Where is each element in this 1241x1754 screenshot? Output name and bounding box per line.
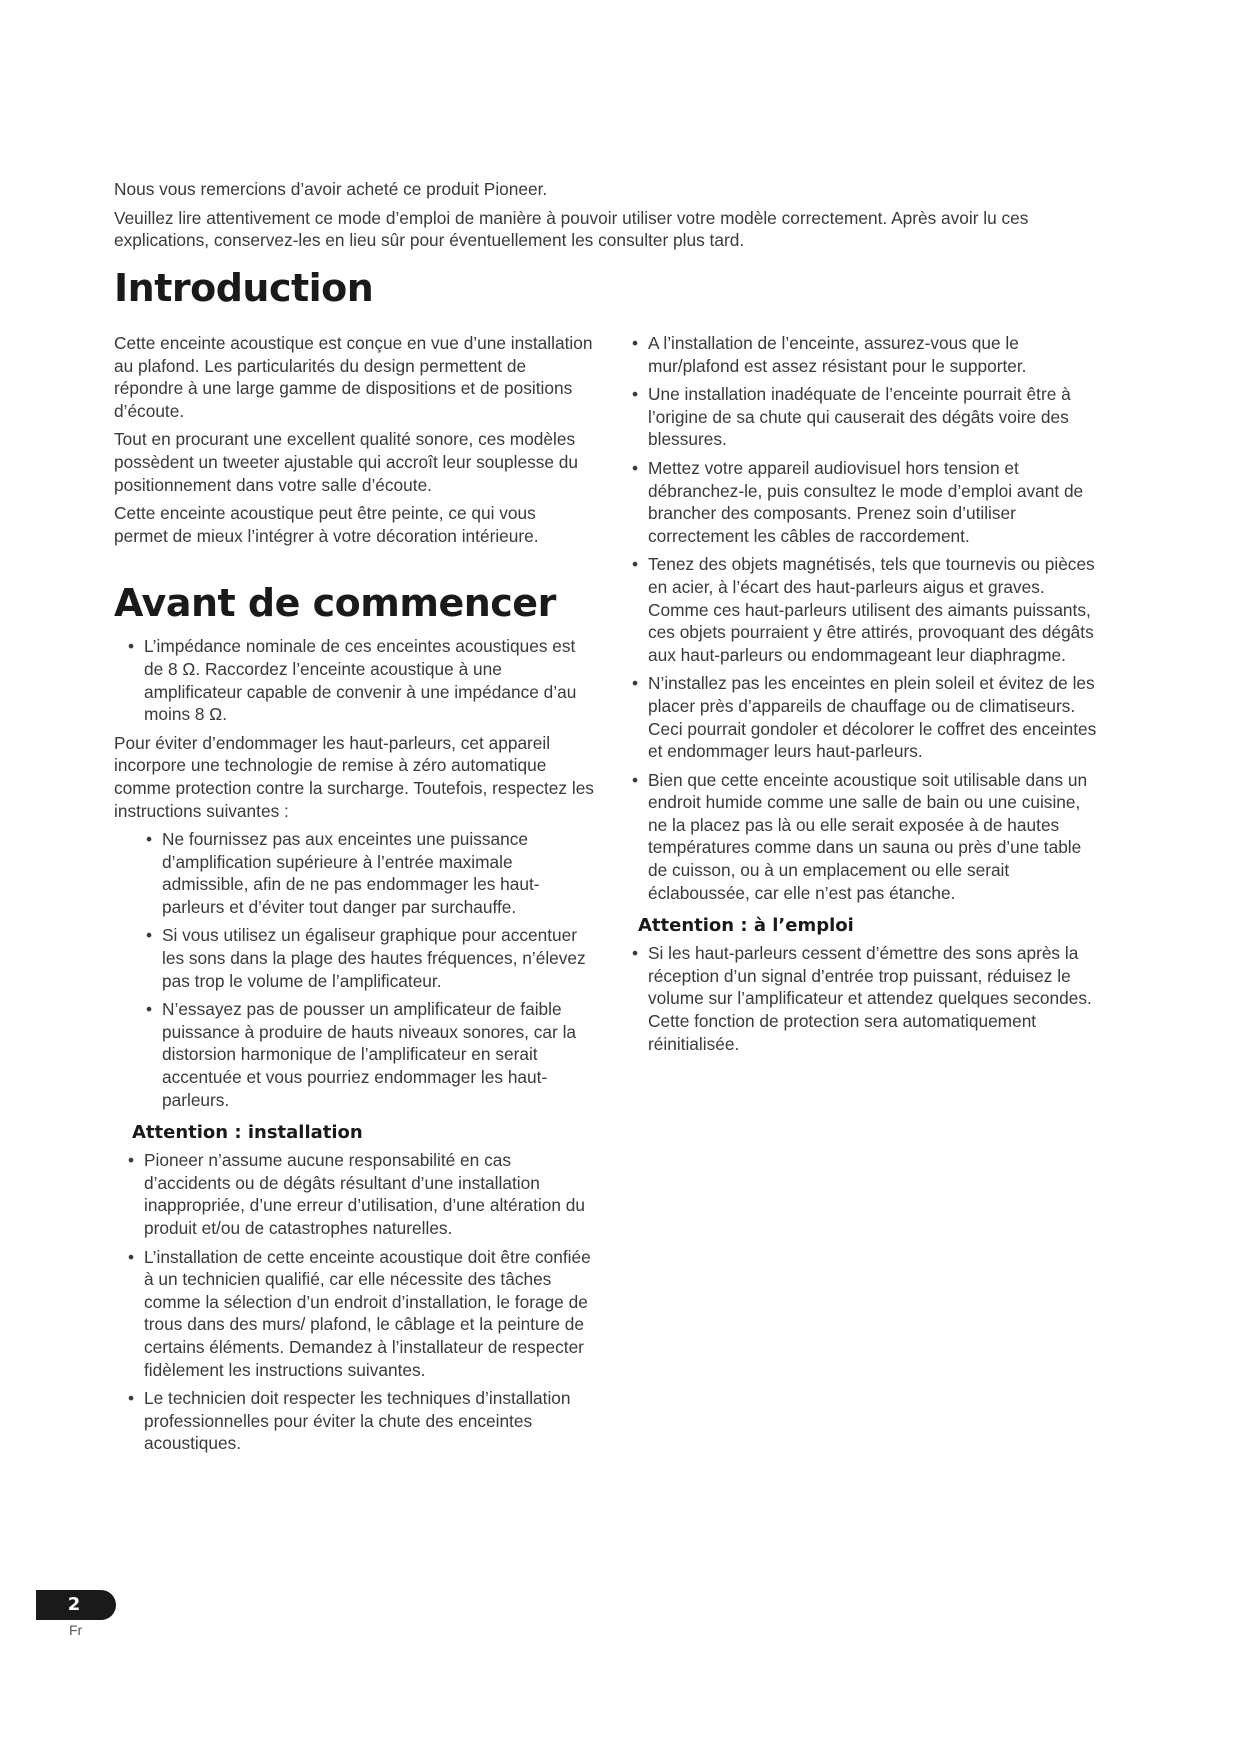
introduction-paragraph: Cette enceinte acoustique est conçue en vue d’une installation au plafond. Les particularités du design permettent de répondre à une large gamme de dispositions et de positions d’écoute. bbox=[114, 333, 593, 421]
right-column bbox=[632, 332, 1102, 1061]
bullet-marker: • bbox=[128, 636, 135, 657]
list-item-text: L’installation de cette enceinte acoustique doit être confiée à un technicien qualifié, car elle nécessite des tâches comme la sélection d’un endroit d’installation, le forage de trous dans des murs/ plafond, le câblage et la peinture de certains éléments. Demandez à l’installateur de respecter fidèlement les instructions suivantes. bbox=[144, 1246, 591, 1380]
list-item bbox=[128, 1246, 594, 1382]
page-number: 2 bbox=[67, 1594, 81, 1615]
list-item bbox=[146, 998, 594, 1111]
bullet-marker: • bbox=[632, 943, 639, 964]
list-item bbox=[632, 942, 1102, 1055]
bullet-marker: • bbox=[632, 769, 639, 790]
list-item bbox=[632, 332, 1102, 377]
avant-de-commencer-heading: Avant de commencer bbox=[114, 581, 556, 626]
list-item-text: N’installez pas les enceintes en plein soleil et évitez de les placer près d’appareils de chauffage ou de climatiseurs. Ceci pourrait gondoler et décolorer le coffret des enceintes et endommager leurs haut-parleurs. bbox=[648, 673, 1097, 762]
list-item bbox=[632, 672, 1102, 762]
bullet-marker: • bbox=[146, 829, 153, 850]
introduction-paragraph: Cette enceinte acoustique peut être peinte, ce qui vous permet de mieux l’intégrer à votre décoration intérieure. bbox=[114, 503, 539, 546]
page-number-badge bbox=[36, 1590, 116, 1620]
bullet-marker: • bbox=[128, 1388, 135, 1409]
list-item-text: Si vous utilisez un égaliseur graphique pour accentuer les sons dans la plage des hautes fréquences, n’élevez pas trop le volume de l’amplificateur. bbox=[162, 925, 586, 991]
list-item bbox=[146, 828, 594, 918]
right-bullet-list bbox=[632, 332, 1102, 904]
avant-bullet-list bbox=[128, 635, 594, 725]
list-item-text: N’essayez pas de pousser un amplificateur de faible puissance à produire de hauts niveaux sonores, car la distorsion harmonique de l’amplificateur en serait accentuée et vous pourriez endommager les haut-parleurs. bbox=[162, 999, 577, 1110]
list-item-text: L’impédance nominale de ces enceintes acoustiques est de 8 Ω. Raccordez l’enceinte acoustique à une amplificateur capable de convenir à une impédance d’au moins 8 Ω. bbox=[144, 636, 577, 725]
list-item-text: Pioneer n’assume aucune responsabilité en cas d’accidents ou de dégâts résultant d’une installation inappropriée, d’une erreur d’utilisation, d’une altération du produit et/ou de catastrophes naturelles. bbox=[144, 1150, 585, 1238]
bullet-marker: • bbox=[146, 999, 153, 1020]
list-item bbox=[632, 769, 1102, 905]
list-item bbox=[128, 1149, 594, 1239]
introduction-paragraph: Tout en procurant une excellent qualité sonore, ces modèles possèdent un tweeter ajustable qui accroît leur souplesse du positionnement dans votre salle d’écoute. bbox=[114, 429, 579, 495]
bullet-marker: • bbox=[632, 384, 639, 405]
list-item bbox=[632, 457, 1102, 547]
list-item-text: Mettez votre appareil audiovisuel hors tension et débranchez-le, puis consultez le mode d’emploi avant de brancher des composants. Prenez soin d’utiliser correctement les câbles de raccordement. bbox=[648, 457, 1084, 546]
bullet-marker: • bbox=[128, 1246, 135, 1267]
left-column bbox=[114, 266, 594, 1461]
preface-line-2: Veuillez lire attentivement ce mode d’emploi de manière à pouvoir utiliser votre modèle correctement. Après avoir lu ces explications, conservez-les en lieu sûr pour éventuellement les consulter plus tard. bbox=[114, 207, 1029, 250]
bullet-marker: • bbox=[632, 554, 639, 575]
language-code: Fr bbox=[69, 1622, 83, 1638]
list-item-text: Tenez des objets magnétisés, tels que tournevis ou pièces en acier, à l’écart des haut-parleurs aigus et graves. Comme ces haut-parleurs utilisent des aimants puissants, ces objets pourraient y être attirés, provoquant des dégâts aux haut-parleurs ou endommageant leur diaphragme. bbox=[648, 554, 1095, 665]
list-item-text: Bien que cette enceinte acoustique soit utilisable dans un endroit humide comme une salle de bain ou une cuisine, ne la placez pas là ou elle serait exposée à de hautes températures comme dans un sauna ou près d’une table de cuisson, ou à un emplacement ou elle serait éclaboussée, car elle n’est pas étanche. bbox=[648, 769, 1088, 903]
list-item bbox=[128, 1387, 594, 1455]
list-item bbox=[632, 383, 1102, 451]
avant-paragraph: Pour éviter d’endommager les haut-parleurs, cet appareil incorpore une technologie de remise à zéro automatique comme protection contre la surcharge. Toutefois, respectez les instructions suivantes : bbox=[114, 732, 594, 821]
preface-line-1: Nous vous remercions d’avoir acheté ce produit Pioneer. bbox=[114, 179, 548, 199]
attention-installation-heading: Attention : installation bbox=[132, 1122, 363, 1144]
bullet-marker: • bbox=[128, 1150, 135, 1171]
list-item-text: Le technicien doit respecter les techniques d’installation professionnelles pour éviter la chute des enceintes acoustiques. bbox=[144, 1388, 571, 1454]
list-item bbox=[146, 924, 594, 992]
attention-installation-list bbox=[128, 1149, 594, 1455]
avant-sub-bullet-list bbox=[146, 828, 594, 1111]
list-item-text: A l’installation de l’enceinte, assurez-vous que le mur/plafond est assez résistant pour le supporter. bbox=[648, 333, 1027, 376]
bullet-marker: • bbox=[632, 457, 639, 478]
list-item bbox=[632, 553, 1102, 666]
list-item bbox=[128, 635, 594, 725]
list-item-text: Une installation inadéquate de l’enceinte pourrait être à l’origine de sa chute qui causerait des dégâts voire des blessures. bbox=[648, 384, 1071, 450]
attention-emploi-heading: Attention : à l’emploi bbox=[638, 915, 854, 937]
attention-emploi-list bbox=[632, 942, 1102, 1055]
bullet-marker: • bbox=[146, 925, 153, 946]
bullet-marker: • bbox=[632, 333, 639, 353]
bullet-marker: • bbox=[632, 673, 639, 694]
list-item-text: Ne fournissez pas aux enceintes une puissance d’amplification supérieure à l’entrée maximale admissible, afin de ne pas endommager les haut-parleurs et d’éviter tout danger par surchauffe. bbox=[162, 829, 540, 917]
introduction-heading: Introduction bbox=[114, 266, 374, 310]
list-item-text: Si les haut-parleurs cessent d’émettre des sons après la réception d’un signal d’entrée trop puissant, réduisez le volume sur l’amplificateur et attendez quelques secondes. Cette fonction de protection sera automatiquement réinitialisée. bbox=[648, 943, 1092, 1054]
preface bbox=[114, 178, 1114, 258]
